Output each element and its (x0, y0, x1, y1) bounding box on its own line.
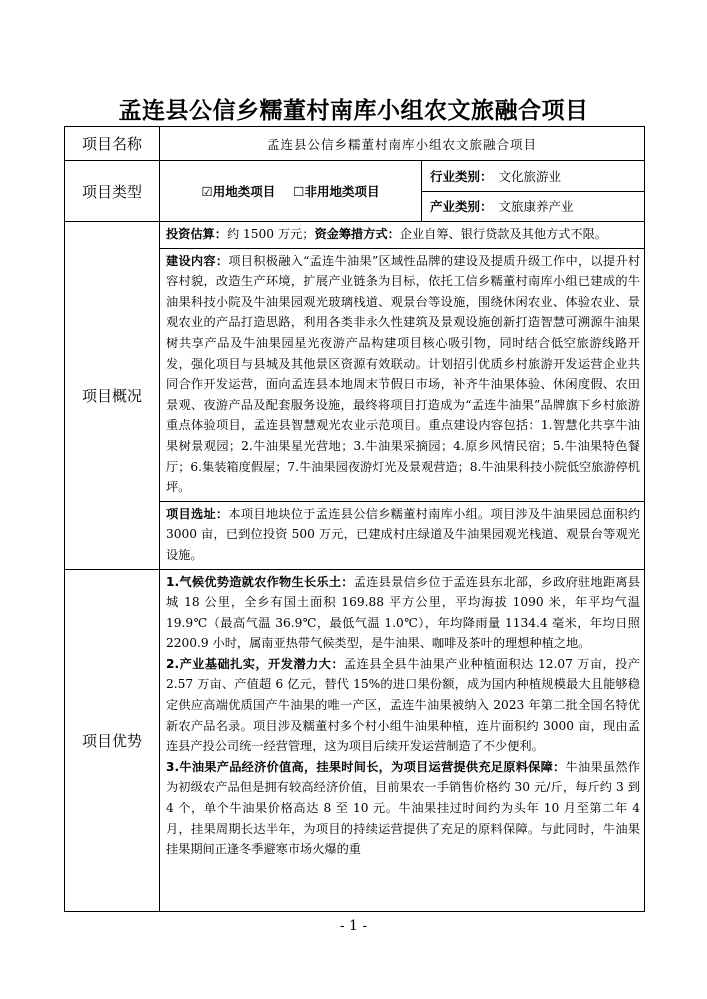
advantage-item (166, 757, 640, 860)
sector-category (422, 191, 644, 222)
site-value: 本项目地块位于孟连县公信乡糯董村南库小组。项目涉及牛油果园总面积约 3000 亩，已到位投资 500 万元，已建成村庄绿道及牛油果园观光栈道、观景台等观光设施。 (166, 506, 641, 562)
advantage-item (166, 654, 640, 757)
advantage-body: 孟连县景信乡位于孟连县东北部，乡政府驻地距离县城 18 公里，全乡有国土面积 169.88 平方公里，平均海拔 1090 米，年平均气温 19.9℃（最高气温 36.9℃，最低气温 1.0℃），年均降雨量 1134.4 毫米，年均日照 2200.9 小时，属南亚热带气候类型，是牛油果、咖啡及茶叶的理想种植之地。 (166, 574, 640, 651)
non-land-use-checkbox: ☐非用地类项目 (293, 184, 380, 199)
project-type-cell (160, 161, 645, 222)
project-type-row (65, 161, 645, 222)
advantages-content (160, 570, 644, 862)
advantage-head: 3.牛油果产品经济价值高，挂果时间长，为项目运营提供充足原料保障： (166, 759, 566, 774)
document-title: 孟连县公信乡糯董村南库小组农文旅融合项目 (118, 98, 589, 124)
advantage-body: 孟连县全县牛油果产业种植面积达 12.07 万亩，投产 2.57 万亩、产值超 6 亿元，替代 15%的进口果份额，成为国内种植规模最大且能够稳定供应高端优质国产牛油果的唯一产区，孟连牛油果被纳入 2023 年第二批全国名特优新农产品名录。项目涉及糯董村多个村小组牛油果种植，连片面积约 3000 亩，现由孟连县产投公司统一经营管理，这为项目后续开发运营制造了不少便利。 (166, 656, 640, 754)
overview-row (65, 222, 645, 570)
project-name-value: 孟连县公信乡糯董村南库小组农文旅融合项目 (160, 127, 645, 161)
advantages-row (65, 569, 645, 911)
project-type-label: 项目类型 (65, 161, 160, 222)
land-use-checkbox: ☑用地类项目 (201, 184, 276, 199)
sector-key: 产业类别： (430, 199, 493, 215)
category-box (422, 161, 644, 221)
construction-section (160, 248, 644, 501)
funding-key: 资金筹措方式： (314, 227, 400, 241)
construction-key: 建设内容： (166, 253, 229, 268)
site-key: 项目选址： (166, 506, 229, 521)
funding-value: 企业自筹、银行贷款及其他方式不限。 (399, 227, 607, 241)
investment-key: 投资估算： (166, 227, 227, 241)
sector-value: 文旅康养产业 (498, 199, 574, 215)
advantages-cell (160, 569, 645, 911)
advantage-head: 2.产业基础扎实，开发潜力大： (166, 656, 344, 671)
site-section (160, 501, 644, 569)
industry-value: 文化旅游业 (498, 168, 562, 184)
construction-value: 项目积极融入“孟连牛油果”区域性品牌的建设及提质升级工作中，以提升村容村貌，改造生产环境，扩展产业链条为目标，依托工信乡糯董村南库小组已建成的牛油果科技小院及牛油果园观光玻璃栈道、观景台等设施，围绕休闲农业、体验农业、景观农业的产品打造思路，利用各类非永久性建筑及景观设施创新打造智慧可溯源牛油果树共享产品及牛油果园星光夜游产品构建项目核心吸引物，同时结合低空旅游线路开发，强化项目与县城及其他景区资源有效联动。计划招引优质乡村旅游开发运营企业共同合作开发运营，面向孟连县本地周末节假日市场，补齐牛油果体验、休闲度假、农田景观、夜游产品及配套服务设施，最终将项目打造成为“孟连牛油果”品牌旗下乡村旅游重点体验项目，孟连县智慧观光农业示范项目。重点建设内容包括：1.智慧化共享牛油果树景观园；2.牛油果星光营地；3.牛油果采摘园；4.原乡风情民宿；5.牛油果特色餐厅；6.集装箱度假屋；7.牛油果园夜游灯光及景观营造；8.牛油果科技小院低空旅游停机坪。 (166, 253, 641, 495)
advantage-item (166, 572, 640, 654)
advantage-head: 1.气候优势造就农作物生长乐土： (166, 574, 354, 589)
investment-value: 约 1500 万元； (226, 227, 315, 241)
project-name-label: 项目名称 (65, 127, 160, 161)
advantages-label: 项目优势 (65, 569, 160, 911)
investment-section (160, 222, 644, 248)
industry-category (422, 161, 644, 191)
industry-key: 行业类别： (430, 168, 493, 184)
page-number: - 1 - (339, 918, 368, 934)
land-type-options (160, 161, 422, 221)
overview-cell (160, 222, 645, 570)
advantage-body: 牛油果虽然作为初级农产品但是拥有较高经济价值，目前果农一手销售价格约 30 元/斤，每斤约 3 到 4 个，单个牛油果价格高达 8 至 10 元。牛油果挂过时间约为头年 10 月至第二年 4 月，挂果周期长达半年，为项目的持续运营提供了充足的原料保障。与此同时，牛油果挂果期间正逢冬季避寒市场火爆的重 (166, 759, 640, 857)
overview-label: 项目概况 (65, 222, 160, 570)
project-name-row (65, 127, 645, 161)
project-table (64, 126, 645, 912)
